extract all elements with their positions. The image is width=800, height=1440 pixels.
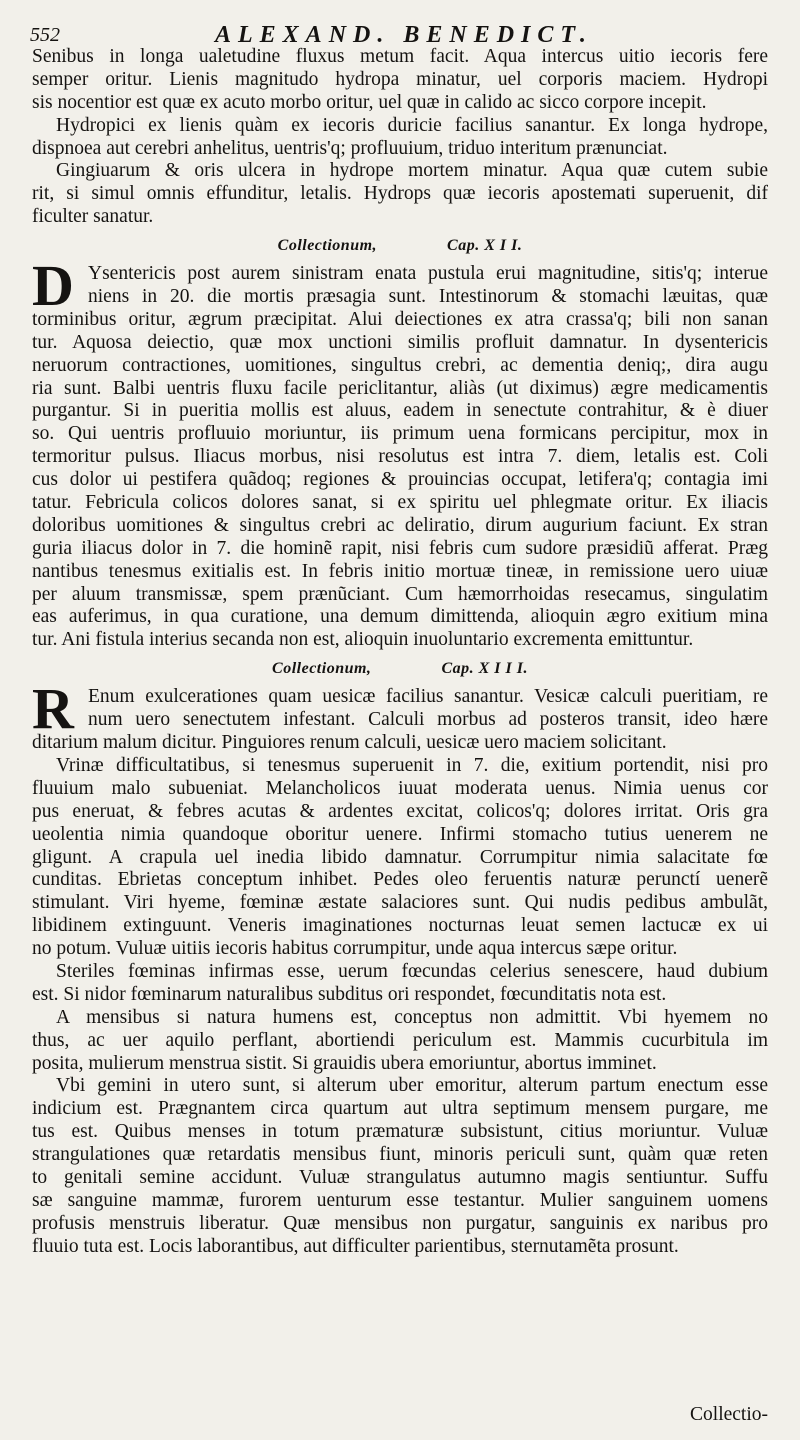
text-line — [32, 1190, 768, 1213]
text-line — [32, 309, 768, 332]
text-line — [32, 332, 768, 355]
text-line — [32, 869, 768, 892]
line-text: sæ sanguine mammæ, furorem uenturum esse testantur. Mulier sanguinem uomens — [32, 1189, 768, 1211]
line-text: cus dolor ui pestifera quãdoq; regiones & prouincias occupat, letifera'q; contagia imi — [32, 469, 768, 491]
text-line — [32, 492, 768, 515]
text-line — [32, 69, 768, 92]
text-line — [32, 755, 768, 778]
chapter-caption — [32, 652, 768, 686]
line-text: torminibus oritur, ægrum præcipitat. Alui deiectiones ex atra crassa'q; bili non sanan — [32, 308, 768, 330]
text-line — [32, 1167, 768, 1190]
caption-chapter-number: Cap. X I I I. — [441, 660, 528, 678]
line-text: fluuio tuta est. Locis laborantibus, aut difficulter parientibus, sternutamẽta prosunt. — [32, 1235, 679, 1257]
text-line — [32, 1098, 768, 1121]
line-text: profusis menstruis liberatur. Quæ mensibus non purgatur, sanguinis ex naribus pro — [32, 1212, 768, 1234]
text-line — [32, 183, 768, 206]
line-text: indicium est. Prægnantem circa quartum aut ultra septimum mensem purgare, me — [32, 1098, 768, 1120]
line-text: guria iliacus dolor in 7. die hominẽ rapit, nisi febris cum sudore præsidiũ afferat. Præg — [32, 537, 768, 559]
caption-chapter-number: Cap. X I I. — [447, 237, 523, 255]
line-text: est. Si nidor fœminarum naturalibus subditus ori respondet, fœcunditatis nota est. — [32, 983, 667, 1005]
text-line — [32, 778, 768, 801]
line-text: niens in 20. die mortis præsagia sunt. Intestinorum & stomachi læuitas, quæ — [88, 286, 768, 308]
line-text: Steriles fœminas infirmas esse, uerum fœcundas celerius senescere, haud dubium — [56, 960, 768, 982]
line-text: num uero senectutem infestant. Calculi morbus ad posteros transit, ideo hære — [88, 709, 768, 731]
line-text: Ysentericis post aurem sinistram enata pustula erui magnitudine, sitis'q; interue — [88, 263, 768, 285]
line-text: dispnoea aut cerebri anhelitus, uentris'q; profluuium, triduo interitum prænunciat. — [32, 137, 668, 159]
text-line — [32, 847, 768, 870]
text-line — [32, 515, 768, 538]
text-line — [32, 892, 768, 915]
line-text: eas auferimus, in qua curatione, una demum dimittenda, alioquin ægro exitium mina — [32, 606, 768, 628]
catchword: Collectio- — [690, 1404, 768, 1425]
line-text: tur. Ani fistula interius secanda non est, alioquin inuoluntario excrementa emittuntur. — [32, 629, 694, 651]
text-line — [32, 138, 768, 161]
chapter-caption — [32, 229, 768, 263]
text-line — [32, 446, 768, 469]
line-text: tur. Aquosa deiectio, quæ mox unctioni similis profluit damnatur. In dysentericis — [32, 331, 768, 353]
text-line — [32, 961, 768, 984]
line-text: ficulter sanatur. — [32, 206, 154, 228]
text-line — [32, 1053, 768, 1076]
text-line — [32, 1030, 768, 1053]
text-line — [32, 206, 768, 229]
text-line — [32, 160, 768, 183]
line-text: ueolentia nimia quandoque oboritur uenere. Infirmi stomacho tutius uenerem ne — [32, 823, 768, 845]
text-line — [32, 606, 768, 629]
text-line — [32, 378, 768, 401]
line-text: sis nocentior est quæ ex acuto morbo oritur, uel quæ in calido ac sicco corpore incepit. — [32, 91, 707, 113]
line-text: tatur. Febricula colicos dolores sanat, si ex spiritu uel phlegmate oritur. Ex iliacis — [32, 492, 768, 514]
line-text: Senibus in longa ualetudine fluxus metum facit. Aqua intercus uitio iecoris fere — [32, 46, 768, 67]
line-text: fluuium malo subueniat. Melancholicos iuuat moderata uenus. Nimia uenus cor — [32, 777, 768, 799]
line-text: pus eneruat, & febres acutas & ardentes excitat, colicos'q; dolores irritat. Oris gra — [32, 800, 768, 822]
line-text: no potum. Vuluæ uitiis iecoris habitus corrumpitur, unde aqua intercus sæpe oritur. — [32, 938, 678, 960]
line-text: nantibus tenesmus exitialis est. In febris initio mortuæ tineæ, in remissione uero uiuæ — [32, 560, 768, 582]
text-line — [32, 938, 768, 961]
line-text: ria sunt. Balbi uentris fluxu facile periclitantur, aliàs (ut diximus) ægre medicamentis — [32, 377, 768, 399]
line-text: purgantur. Si in pueritia mollis est aluus, eadem in senectute contrahitur, & è diuer — [32, 400, 768, 422]
line-text: to genitali semine accidunt. Vuluæ strangulatus autumno magis sentiuntur. Suffu — [32, 1166, 768, 1188]
text-line — [32, 561, 768, 584]
text-line — [32, 584, 768, 607]
text-line — [32, 46, 768, 69]
text-line — [32, 469, 768, 492]
line-text: Hydropici ex lienis quàm ex iecoris duricie facilius sanantur. Ex longa hydrope, — [56, 114, 768, 136]
line-text: cunditas. Ebrietas conceptum inhibet. Pedes oleo feruentis naturæ perunctí uenerẽ — [32, 869, 768, 891]
caption-collection-label: Collectionum, — [272, 660, 372, 678]
line-text: ditarium malum dicitur. Pinguiores renum calculi, uesicæ uero maciem solicitant. — [32, 732, 667, 754]
text-line — [32, 1236, 768, 1259]
text-line — [32, 286, 768, 309]
text-line — [32, 115, 768, 138]
line-text: thus, ac uer aquilo perflant, abortiendi periculum est. Mammis cucurbitula im — [32, 1029, 768, 1051]
body-text — [32, 46, 768, 1259]
line-text: Gingiuarum & oris ulcera in hydrope mortem minatur. Aqua quæ cutem subie — [56, 160, 768, 182]
text-line — [32, 538, 768, 561]
text-line — [32, 629, 768, 652]
line-text: neruorum contractiones, uomitiones, singultus crebri, ac dementia deniq;, dira augu — [32, 354, 768, 376]
text-line — [32, 1007, 768, 1030]
text-line — [32, 1144, 768, 1167]
text-line — [32, 1213, 768, 1236]
text-line — [32, 824, 768, 847]
dropcap-paragraph — [32, 676, 768, 742]
text-line — [32, 1075, 768, 1098]
running-head: ALEXAND. BENEDICT. — [215, 22, 593, 48]
line-text: rit, si simul omnis effunditur, letalis. Hydrops quæ iecoris apostemati superuenit, dif — [32, 183, 768, 205]
line-text: doloribus uomitiones & singultus crebri ac deliratio, dirum augurium faciunt. Ex stran — [32, 514, 768, 536]
text-line — [32, 423, 768, 446]
text-line — [32, 355, 768, 378]
line-text: tus est. Quibus menses in totum præmaturæ subsistunt, citius moriuntur. Vuluæ — [32, 1121, 768, 1143]
text-line — [32, 1121, 768, 1144]
text-line — [32, 400, 768, 423]
text-line — [32, 801, 768, 824]
text-line — [32, 263, 768, 286]
line-text: gligunt. A crapula uel inedia libido damnatur. Corrumpitur nimia salacitate fœ — [32, 846, 768, 868]
text-line — [32, 92, 768, 115]
line-text: stimulant. Viri hyeme, fœminæ æstate salaciores sunt. Qui nudis pedibus ambulãt, — [32, 892, 768, 914]
page-number: 552 — [30, 24, 60, 46]
line-text: Vbi gemini in utero sunt, si alterum uber emoritur, alterum partum enectum esse — [56, 1075, 768, 1097]
text-line — [32, 732, 768, 755]
text-line — [32, 984, 768, 1007]
line-text: so. Qui uentris profluuio moriuntur, iis primum uena formicans percipitur, mox in — [32, 423, 768, 445]
text-line — [32, 709, 768, 732]
text-line — [32, 915, 768, 938]
drop-capital: D — [32, 253, 74, 319]
line-text: strangulationes quæ retardatis mensibus fiunt, minoris periculi sunt, quàm quæ reten — [32, 1144, 768, 1166]
line-text: libidinem extinguunt. Veneris imaginationes nocturnas leuat semen lactucæ ex ui — [32, 915, 768, 937]
caption-collection-label: Collectionum, — [277, 237, 378, 255]
text-line — [32, 686, 768, 709]
line-text: Vrinæ difficultatibus, si tenesmus superuenit in 7. die, exitium portendit, nisi pro — [56, 754, 768, 776]
line-text: A mensibus si natura humens est, conceptus non admittit. Vbi hyemem no — [56, 1006, 768, 1028]
line-text: termoritur pulsus. Iliacus morbus, nisi resolutus est intra 7. diem, letalis est. Coli — [32, 446, 768, 468]
line-text: per aluum transmissæ, spem prænũciant. Cum hæmorrhoidas resecamus, singulatim — [32, 583, 768, 605]
line-text: posita, mulierum menstrua sistit. Si grauidis ubera emoriuntur, abortus imminet. — [32, 1052, 657, 1074]
line-text: semper oritur. Lienis magnitudo hydropa minatur, uel corporis maciem. Hydropi — [32, 68, 768, 90]
line-text: Enum exulcerationes quam uesicæ facilius sanantur. Vesicæ calculi pueritiam, re — [88, 686, 768, 708]
drop-capital: R — [32, 676, 74, 742]
